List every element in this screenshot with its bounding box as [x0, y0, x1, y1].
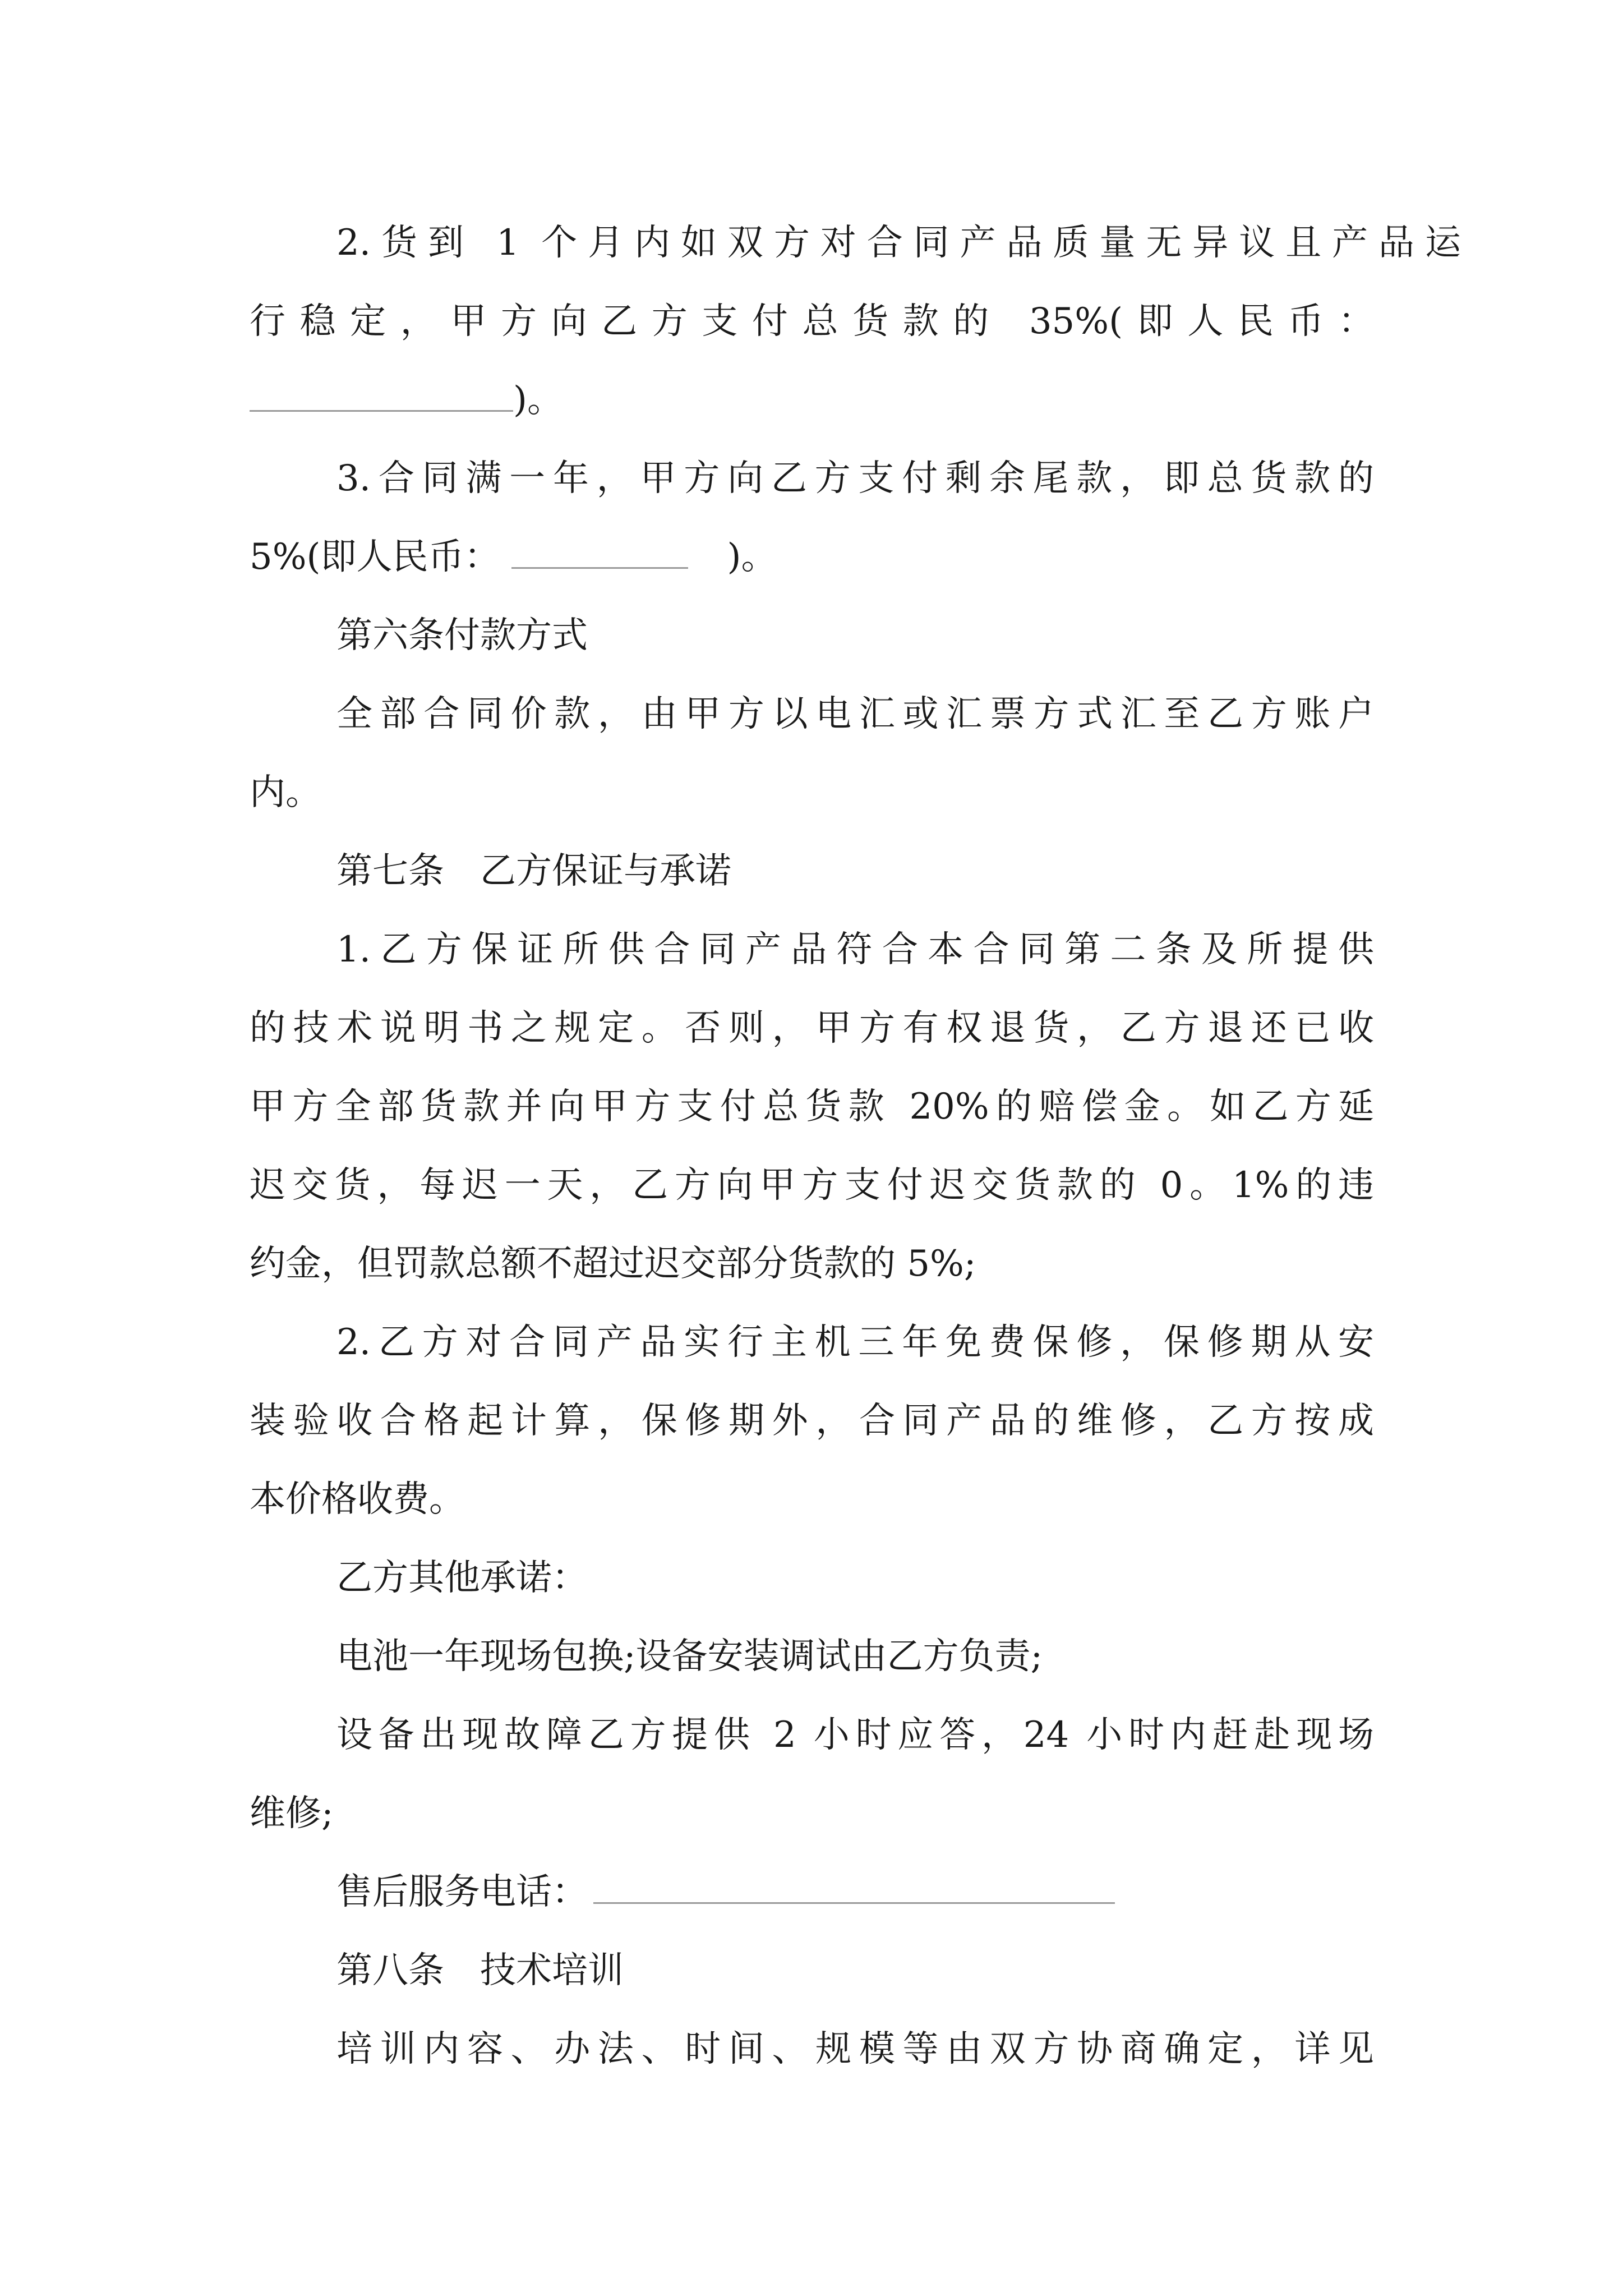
text: 内。 — [250, 772, 321, 813]
text: 电池一年现场包换;设备安装调试由乙方负责; — [336, 1636, 1043, 1677]
paragraph-line-13 — [250, 1152, 1374, 1219]
paragraph-line-2 — [250, 288, 1374, 355]
text: 甲方全部货款并向甲方支付总货款 20%的赔偿金。如乙方延 — [250, 1086, 1374, 1128]
text-tail: )。 — [727, 536, 777, 578]
text-tail: )。 — [513, 379, 563, 421]
amount-blank-1 — [250, 378, 513, 412]
section-heading-8 — [336, 1937, 624, 2004]
text: 培训内容、办法、时间、规模等由双方协商确定，详见 — [336, 2028, 1374, 2070]
paragraph-line-11 — [250, 995, 1374, 1062]
text: 行稳定，甲方向乙方支付总货款的 35%(即人民币： — [250, 301, 1374, 342]
section-heading-6 — [336, 602, 588, 669]
paragraph-line-15 — [336, 1309, 1374, 1376]
paragraph-line-12 — [250, 1073, 1374, 1140]
paragraph-line-16 — [250, 1387, 1374, 1455]
paragraph-line-24 — [336, 2016, 1374, 2083]
paragraph-line-10 — [336, 916, 1374, 983]
text: 第七条 乙方保证与承诺 — [336, 850, 731, 892]
paragraph-line-1 — [336, 209, 1461, 277]
text: 1.乙方保证所供合同产品符合本合同第二条及所提供 — [336, 929, 1374, 970]
text: 5%(即人民币： — [250, 536, 500, 578]
service-phone-line — [336, 1858, 1115, 1926]
paragraph-line-17 — [250, 1466, 465, 1533]
text: 乙方其他承诺： — [336, 1557, 588, 1599]
text: 设备出现故障乙方提供 2 小时应答，24 小时内赶赴现场 — [336, 1714, 1374, 1756]
paragraph-line-7 — [336, 680, 1374, 748]
phone-blank — [593, 1870, 1115, 1904]
text: 本价格收费。 — [250, 1479, 465, 1520]
amount-blank-2 — [511, 535, 688, 569]
paragraph-line-18 — [336, 1544, 588, 1612]
paragraph-line-20 — [336, 1701, 1374, 1769]
text: 第八条 技术培训 — [336, 1950, 624, 1991]
text: 迟交货，每迟一天，乙方向甲方支付迟交货款的 0。1%的违 — [250, 1165, 1374, 1206]
text: 装验收合格起计算，保修期外，合同产品的维修，乙方按成 — [250, 1400, 1374, 1442]
paragraph-line-3 — [250, 366, 563, 434]
paragraph-line-19 — [336, 1623, 1043, 1690]
text: 维修; — [250, 1793, 334, 1834]
text: 售后服务电话： — [336, 1871, 588, 1913]
paragraph-line-14 — [250, 1230, 976, 1297]
paragraph-line-21 — [250, 1780, 334, 1847]
text: 全部合同价款，由甲方以电汇或汇票方式汇至乙方账户 — [336, 693, 1374, 735]
section-heading-7 — [336, 838, 731, 905]
text: 3.合同满一年，甲方向乙方支付剩余尾款，即总货款的 — [336, 458, 1374, 499]
text: 约金，但罚款总额不超过迟交部分货款的 5%; — [250, 1243, 976, 1285]
paragraph-line-8 — [250, 759, 321, 826]
paragraph-line-4 — [336, 445, 1374, 512]
paragraph-line-5 — [250, 523, 777, 591]
text: 的技术说明书之规定。否则，甲方有权退货，乙方退还已收 — [250, 1007, 1374, 1049]
text: 第六条付款方式 — [336, 615, 588, 656]
text: 2.货到 1 个月内如双方对合同产品质量无异议且产品运 — [336, 222, 1461, 264]
text: 2.乙方对合同产品实行主机三年免费保修，保修期从安 — [336, 1322, 1374, 1363]
